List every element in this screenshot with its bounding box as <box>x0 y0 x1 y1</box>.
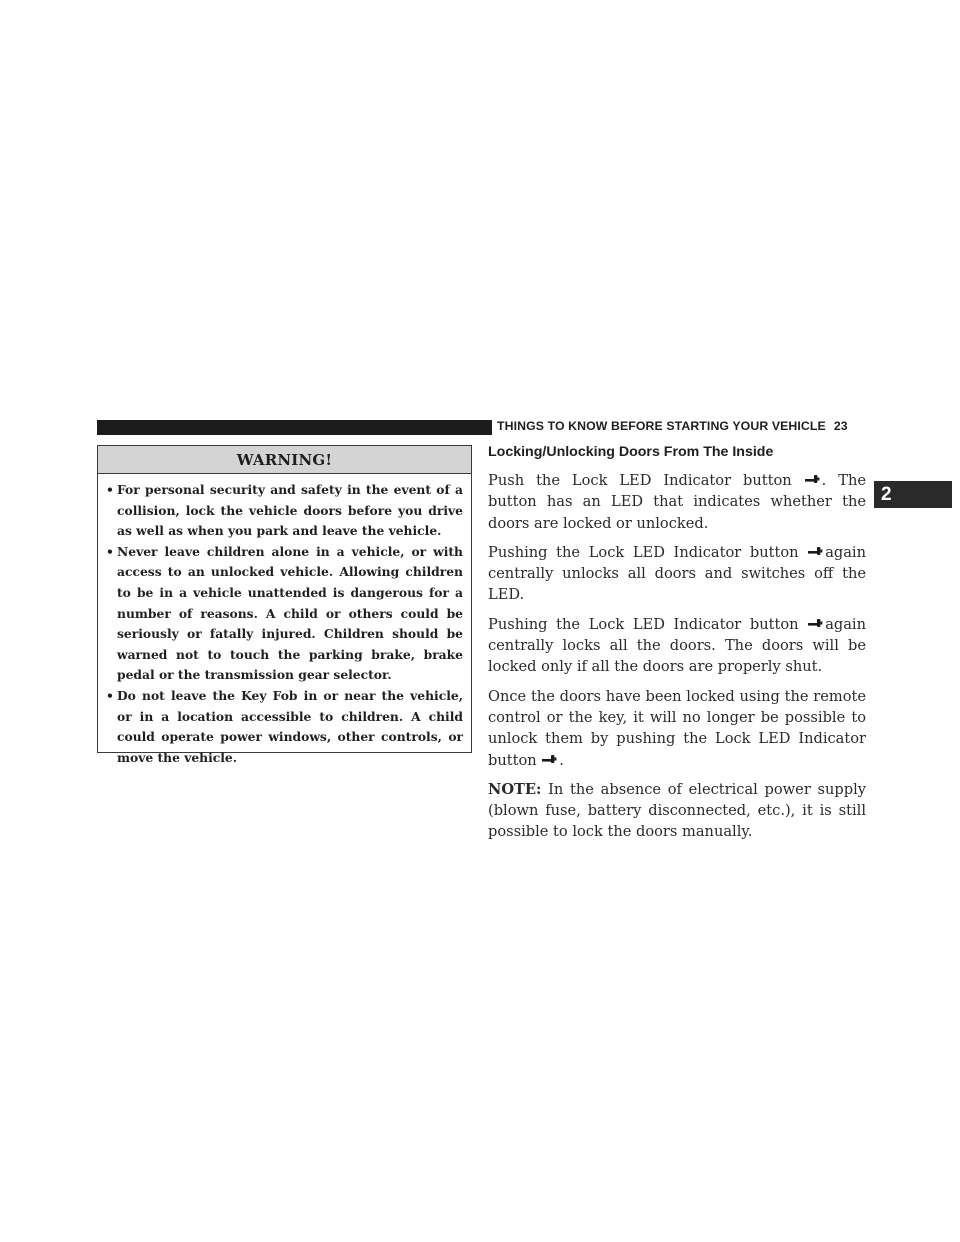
warning-item <box>106 686 463 768</box>
section-heading: Locking/Unlocking Doors From The Inside <box>488 444 774 460</box>
paragraph-text: Once the doors have been locked using the remote control or the key, it will no longer be possible to unlock them by pushing the Lock LED Indicator button <box>488 687 866 769</box>
chapter-tab: 2 <box>874 481 952 508</box>
paragraph-text: again centrally unlocks all doors and switches off the LED. <box>488 543 866 604</box>
paragraph-2 <box>488 542 866 606</box>
note-paragraph <box>488 779 866 843</box>
lock-button-icon <box>808 546 824 556</box>
warning-title: WARNING! <box>98 446 471 474</box>
paragraph-text: again centrally locks all the doors. The doors will be locked only if all the doors are properly shut. <box>488 615 866 676</box>
paragraph-1 <box>488 470 866 534</box>
warning-box <box>97 445 472 765</box>
warning-list <box>98 474 471 768</box>
bullet: • <box>106 482 114 497</box>
bullet: • <box>106 687 114 703</box>
header-title: THINGS TO KNOW BEFORE STARTING YOUR VEHICLE <box>497 419 826 433</box>
warning-item-text: Do not leave the Key Fob in or near the vehicle, or in a location accessible to children. A child could operate power windows, other controls, or move the vehicle. <box>117 687 463 765</box>
warning-item-text: Never leave children alone in a vehicle, or with access to an unlocked vehicle. Allowing children to be in a vehicle unattended is dangerous for a number of reasons. A child or others could be seriously or fatally injured. Children should be warned not to touch the parking brake, brake pedal or the transmission gear selector. <box>117 543 463 683</box>
paragraph-text: . The button has an LED that indicates whether the doors are locked or unlocked. <box>488 472 866 532</box>
warning-item <box>106 542 463 686</box>
paragraph-text: Push the Lock LED Indicator button <box>488 472 792 489</box>
page-number: 23 <box>833 419 848 433</box>
warning-item <box>106 480 463 542</box>
note-text: In the absence of electrical power supply (blown fuse, battery disconnected, etc.), it is still possible to lock the doors manually. <box>488 780 866 841</box>
paragraph-text: . <box>559 751 564 769</box>
lock-button-icon <box>808 618 824 628</box>
paragraph-text: Pushing the Lock LED Indicator button <box>488 615 799 633</box>
bullet: • <box>106 543 114 559</box>
header-rule <box>97 420 492 435</box>
lock-button-icon <box>805 474 821 484</box>
note-label: NOTE: <box>488 780 542 798</box>
warning-item-text: For personal security and safety in the event of a collision, lock the vehicle doors before you drive as well as when you park and leave the vehicle. <box>117 482 463 539</box>
paragraph-4 <box>488 686 866 771</box>
lock-button-icon <box>542 754 558 764</box>
running-header <box>497 419 867 433</box>
paragraph-text: Pushing the Lock LED Indicator button <box>488 543 799 561</box>
section-column <box>488 439 866 843</box>
paragraph-3 <box>488 614 866 678</box>
